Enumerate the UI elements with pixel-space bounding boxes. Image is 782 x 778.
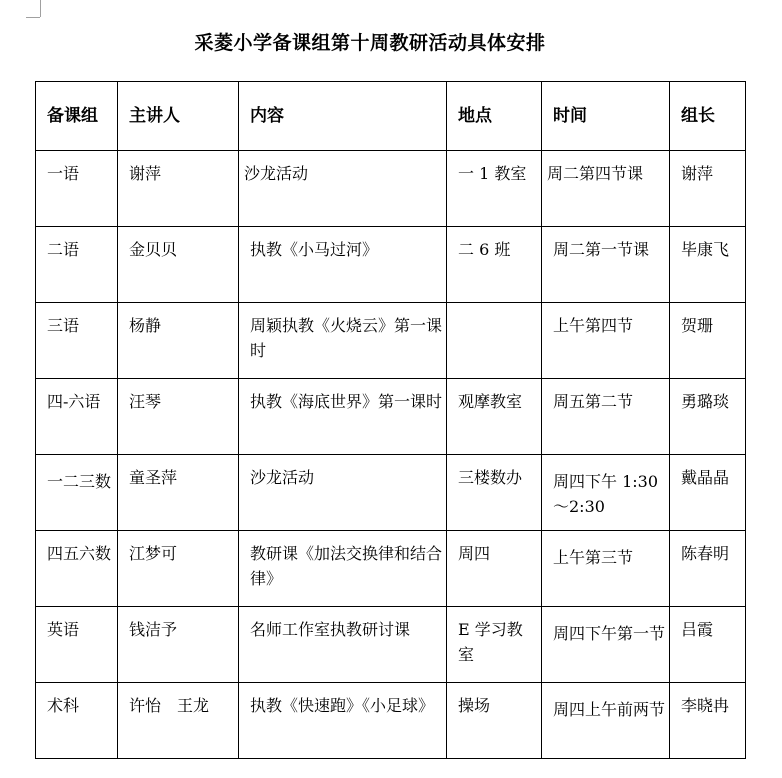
cell-group: 四-六语 [36, 379, 118, 455]
cell-leader: 谢萍 [670, 151, 746, 227]
cell-group: 三语 [36, 303, 118, 379]
cell-speaker: 谢萍 [118, 151, 239, 227]
column-header-speaker: 主讲人 [118, 82, 239, 151]
cell-speaker: 童圣萍 [118, 455, 239, 531]
cell-location: 操场 [447, 683, 542, 759]
cell-speaker: 杨静 [118, 303, 239, 379]
cell-location: 一 1 教室 [447, 151, 542, 227]
cell-location: 三楼数办 [447, 455, 542, 531]
column-header-content: 内容 [239, 82, 447, 151]
cell-content: 沙龙活动 [239, 455, 447, 531]
table-row [36, 227, 746, 303]
cell-speaker: 金贝贝 [118, 227, 239, 303]
cell-group: 四五六数 [36, 531, 118, 607]
cell-content: 沙龙活动 [239, 151, 447, 227]
cell-leader: 陈春明 [670, 531, 746, 607]
table-row [36, 303, 746, 379]
cell-group: 二语 [36, 227, 118, 303]
cell-content: 教研课《加法交换律和结合律》 [239, 531, 447, 607]
cell-content: 周颖执教《火烧云》第一课时 [239, 303, 447, 379]
cell-time: 上午第四节 [542, 303, 670, 379]
cell-time: 周二第四节课 [542, 151, 670, 227]
table-row [36, 455, 746, 531]
cell-content: 执教《小马过河》 [239, 227, 447, 303]
cell-time: 周四下午第一节 [542, 607, 670, 683]
schedule-table [35, 81, 746, 759]
cell-time: 周四上午前两节 [542, 683, 670, 759]
cell-time: 周五第二节 [542, 379, 670, 455]
cell-group: 术科 [36, 683, 118, 759]
cell-location [447, 303, 542, 379]
column-header-group: 备课组 [36, 82, 118, 151]
table-header-row [36, 82, 746, 151]
cell-group: 一语 [36, 151, 118, 227]
cell-location: 观摩教室 [447, 379, 542, 455]
cell-leader: 戴晶晶 [670, 455, 746, 531]
cell-location: E 学习教室 [447, 607, 542, 683]
cell-speaker: 许怡 王龙 [118, 683, 239, 759]
cell-time: 上午第三节 [542, 531, 670, 607]
table-row [36, 151, 746, 227]
document-title: 采菱小学备课组第十周教研活动具体安排 [194, 32, 546, 54]
cell-content: 执教《快速跑》《小足球》 [239, 683, 447, 759]
table-row [36, 683, 746, 759]
page-corner-mark [40, 0, 41, 17]
cell-leader: 贺珊 [670, 303, 746, 379]
cell-leader: 吕霞 [670, 607, 746, 683]
cell-speaker: 钱洁予 [118, 607, 239, 683]
page-corner-mark-horizontal [26, 17, 40, 18]
cell-location: 二 6 班 [447, 227, 542, 303]
column-header-time: 时间 [542, 82, 670, 151]
table-row [36, 607, 746, 683]
cell-location: 周四 [447, 531, 542, 607]
cell-leader: 李晓冉 [670, 683, 746, 759]
cell-time: 周四下午 1:30～2:30 [542, 455, 670, 531]
cell-speaker: 汪琴 [118, 379, 239, 455]
cell-speaker: 江梦可 [118, 531, 239, 607]
cell-content: 名师工作室执教研讨课 [239, 607, 447, 683]
cell-content: 执教《海底世界》第一课时 [239, 379, 447, 455]
column-header-location: 地点 [447, 82, 542, 151]
cell-group: 一二三数 [36, 455, 118, 531]
cell-leader: 毕康飞 [670, 227, 746, 303]
column-header-leader: 组长 [670, 82, 746, 151]
cell-time: 周二第一节课 [542, 227, 670, 303]
table-row [36, 531, 746, 607]
cell-leader: 勇璐琰 [670, 379, 746, 455]
table-row [36, 379, 746, 455]
cell-group: 英语 [36, 607, 118, 683]
